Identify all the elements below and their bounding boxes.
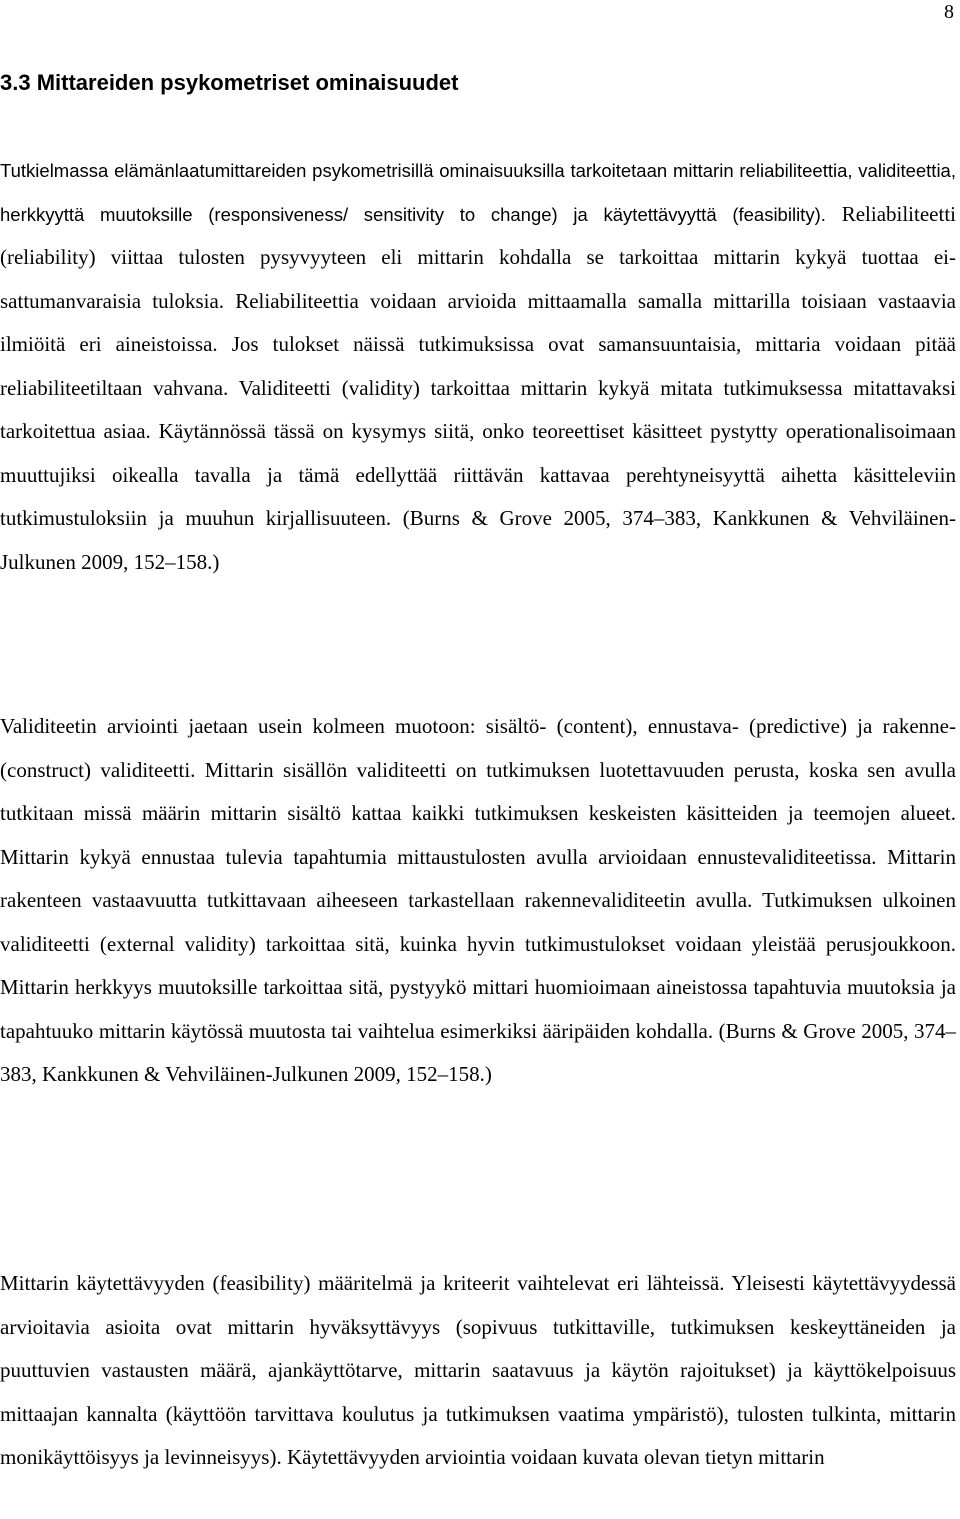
paragraph-feasibility: Mittarin käytettävyyden (feasibility) määritelmä ja kriteerit vaihtelevat eri lähteissä. Yleisesti käytettävyydessä arvioitavia asioita ovat mittarin hyväksyttävyys (sopivuus tutkittaville, tutkimuksen keskeyttäneiden ja puuttuvien vastausten määrä, ajankäyttötarve, mittarin saatavuus ja käytön rajoitukset) ja käyttökelpoisuus mittaajan kannalta (käyttöön tarvittava koulutus ja tutkimuksen vaatima ympäristö), tulosten tulkinta, mittarin monikäyttöisyys ja levinneisyys). Käytettävyyden arviointia voidaan kuvata olevan tietyn mittarin [0,1271,956,1469]
paragraph-psychometric-properties [0,149,956,584]
paragraph-intro-text: Tutkielmassa elämänlaatumittareiden psykometrisillä ominaisuuksilla tarkoitetaan mittarin reliabiliteettia, validiteettia, herkkyyttä muutoksille (responsiveness/ sensitivity to change) ja käytettävyyttä (feasibility). [0,160,956,225]
paragraph-body-text: Reliabiliteetti (reliability) viittaa tulosten pysyvyyteen eli mittarin kohdalla se tarkoittaa mittarin kykyä tuottaa ei-sattumanvaraisia tuloksia. Reliabiliteettia voidaan arvioida mittaamalla samalla mittarilla toisiaan vastaavia ilmiöitä eri aineistoissa. Jos tulokset näissä tutkimuksissa ovat samansuuntaisia, mittaria voidaan pitää reliabiliteetiltaan vahvana. Validiteetti (validity) tarkoittaa mittarin kykyä mitata tutkimuksessa mitattavaksi tarkoitettua asiaa. Käytännössä tässä on kysymys siitä, onko teoreettiset käsitteet pystytty operationalisoimaan muuttujiksi oikealla tavalla ja tämä edellyttää riittävän kattavaa perehtyneisyyttä aihetta käsitteleviin tutkimustuloksiin ja muuhun kirjallisuuteen. (Burns & Grove 2005, 374–383, Kankkunen & Vehviläinen-Julkunen 2009, 152–158.) [0,201,956,574]
page-number: 8 [944,1,954,23]
paragraph-validity-assessment: Validiteetin arviointi jaetaan usein kolmeen muotoon: sisältö- (content), ennustava- (predictive) ja rakenne- (construct) validiteetti. Mittarin sisällön validiteetti on tutkimuksen luotettavuuden perusta, koska sen avulla tutkitaan missä määrin mittarin sisältö kattaa kaikki tutkimuksen keskeisten käsitteiden ja teemojen alueet. Mittarin kykyä ennustaa tulevia tapahtumia mittaustulosten avulla arvioidaan ennustevaliditeetissa. Mittarin rakenteen vastaavuutta tutkittavaan aiheeseen tarkastellaan rakennevaliditeetin avulla. Tutkimuksen ulkoinen validiteetti (external validity) tarkoittaa sitä, kuinka hyvin tutkimustulokset voidaan yleistää perusjoukkoon. Mittarin herkkyys muutoksille tarkoittaa sitä, pystyykö mittari huomioimaan aineistossa tapahtuvia muutoksia ja tapahtuuko mittarin käytössä muutosta tai vaihtelua esimerkiksi ääripäiden kohdalla. (Burns & Grove 2005, 374–383, Kankkunen & Vehviläinen-Julkunen 2009, 152–158.) [0,714,956,1086]
section-heading: 3.3 Mittareiden psykometriset ominaisuudet [0,70,459,95]
